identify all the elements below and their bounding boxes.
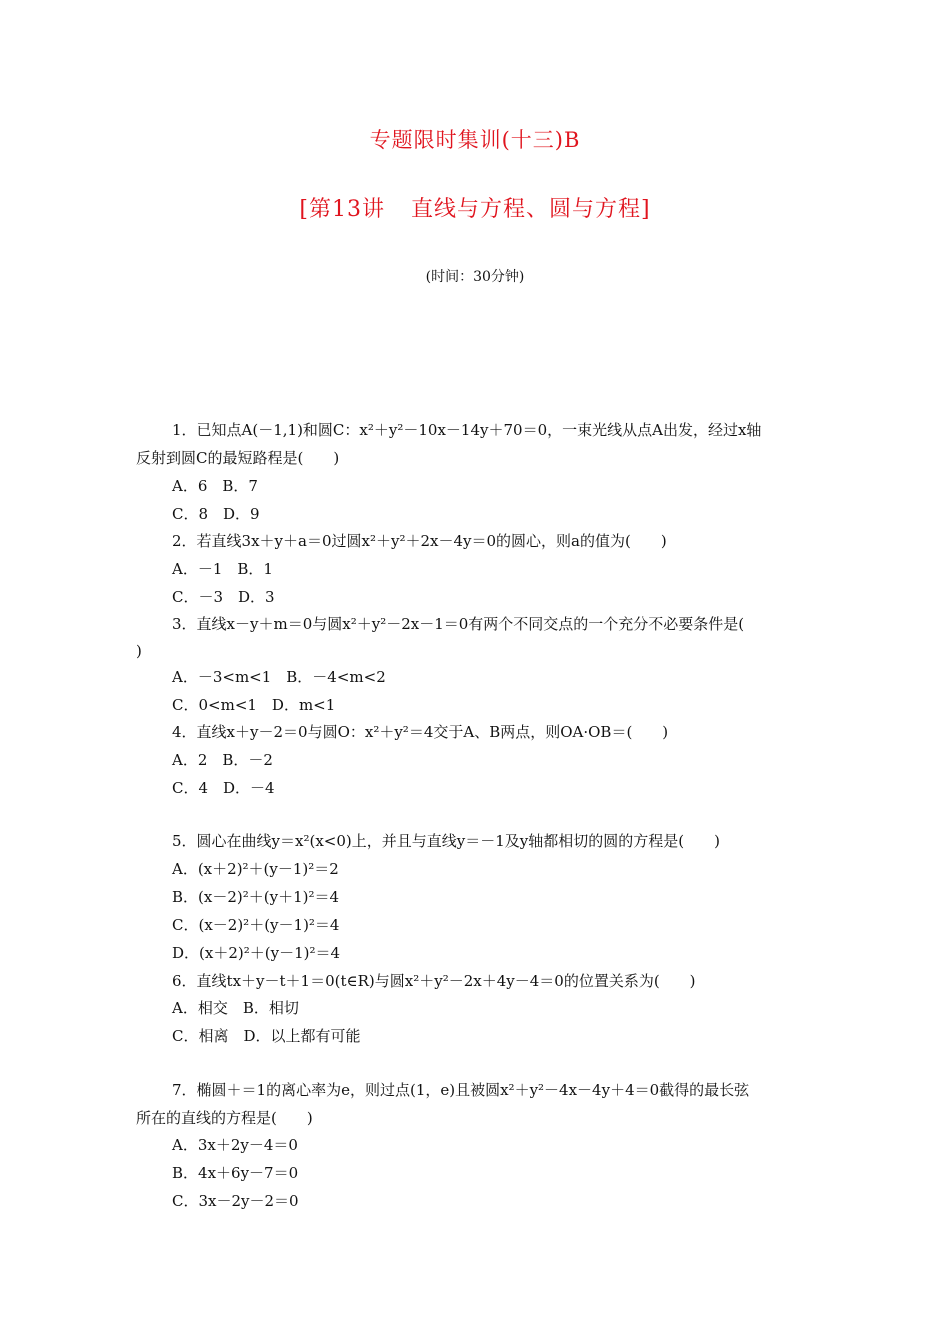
question-3-options-cd: C．0<m<1 D．m<1: [172, 696, 336, 714]
question-5-option-a: A．(x＋2)²＋(y－1)²＝2: [172, 860, 339, 878]
question-3-options-ab: A．－3<m<1 B．－4<m<2: [172, 668, 386, 686]
question-2-options-ab: A．－1 B．1: [172, 560, 273, 578]
question-4-stem: 4．直线x＋y－2＝0与圆O：x²＋y²＝4交于A、B两点，则OA·OB＝( ): [172, 723, 669, 741]
question-5-stem: 5．圆心在曲线y＝x²(x<0)上，并且与直线y＝－1及y轴都相切的圆的方程是( ): [172, 832, 720, 850]
question-6-options-ab: A．相交 B．相切: [172, 999, 299, 1017]
question-1-stem-cont: 反射到圆C的最短路程是( ): [136, 449, 340, 467]
question-7-stem-cont: 所在的直线的方程是( ): [136, 1109, 313, 1127]
lecture-topic: 直线与方程、圆与方程]: [410, 197, 651, 222]
question-4-options-cd: C．4 D．－4: [172, 779, 275, 797]
question-2-stem: 2．若直线3x＋y＋a＝0过圆x²＋y²＋2x－4y＝0的圆心，则a的值为( ): [172, 532, 667, 550]
lecture-number: [第13讲: [299, 197, 385, 222]
question-3-stem-cont: ): [136, 642, 142, 660]
question-5-option-d: D．(x＋2)²＋(y－1)²＝4: [172, 944, 341, 962]
question-5-option-c: C．(x－2)²＋(y－1)²＝4: [172, 916, 340, 934]
question-7-option-b: B．4x＋6y－7＝0: [172, 1164, 299, 1182]
page-title: 专题限时集训(十三)B: [369, 128, 581, 152]
question-1-options-ab: A．6 B．7: [172, 477, 258, 495]
question-1-options-cd: C．8 D．9: [172, 505, 260, 523]
lecture-heading: [0, 192, 950, 223]
question-7-option-a: A．3x＋2y－4＝0: [172, 1136, 298, 1154]
question-2-options-cd: C．－3 D．3: [172, 588, 275, 606]
time-note: (时间：30分钟): [425, 269, 525, 285]
question-7-option-c: C．3x－2y－2＝0: [172, 1192, 299, 1210]
question-3-stem: 3．直线x－y＋m＝0与圆x²＋y²－2x－1＝0有两个不同交点的一个充分不必要条件是(: [172, 615, 745, 633]
question-1-stem: 1．已知点A(－1,1)和圆C：x²＋y²－10x－14y＋70＝0，一束光线从点A出发，经过x轴: [172, 421, 762, 439]
question-4-options-ab: A．2 B．－2: [172, 751, 273, 769]
question-5-option-b: B．(x－2)²＋(y＋1)²＝4: [172, 888, 340, 906]
question-6-options-cd: C．相离 D．以上都有可能: [172, 1027, 361, 1045]
question-7-stem: 7．椭圆＋＝1的离心率为e，则过点(1，e)且被圆x²＋y²－4x－4y＋4＝0截得的最长弦: [172, 1081, 750, 1099]
question-6-stem: 6．直线tx＋y－t＋1＝0(t∈R)与圆x²＋y²－2x＋4y－4＝0的位置关系为( ): [172, 972, 696, 990]
